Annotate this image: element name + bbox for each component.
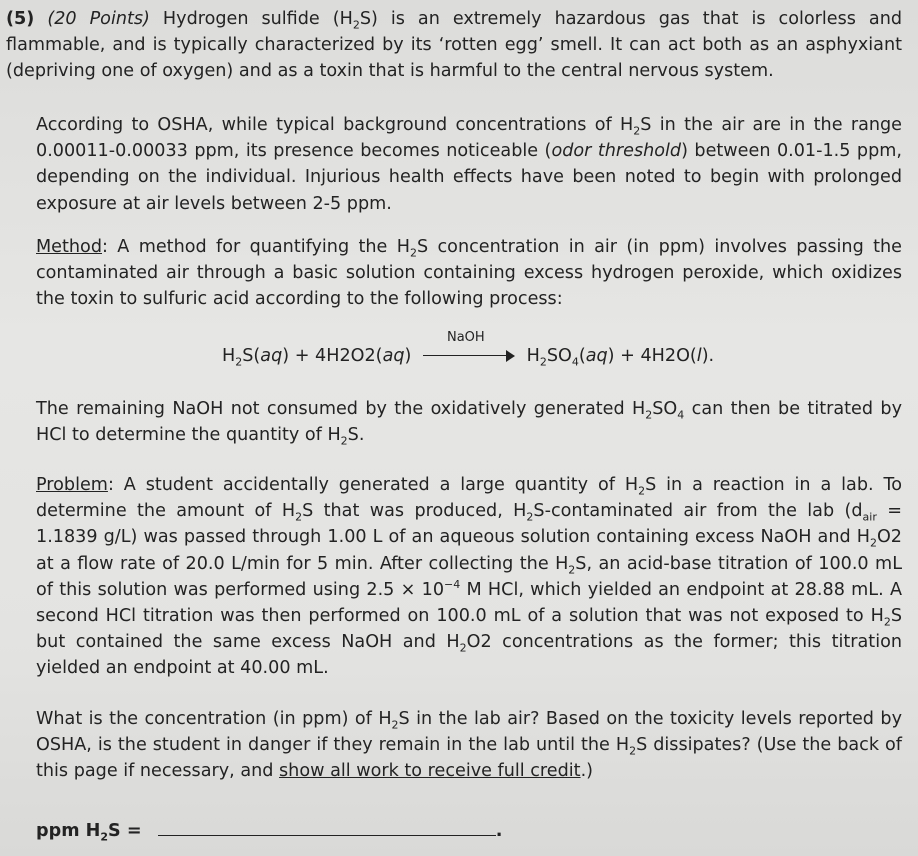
answer-blank[interactable] [158,817,496,836]
method-text: : A method for quantifying the $H_2S$ concentration in air (in ppm) involves passing the contaminated air through a basic solution containing excess hydrogen peroxide, which oxidizes the toxin to sulfuric acid according to the following process: [36,237,902,310]
equation-products: $H_2SO_4(aq) + 4H2O(l)$. [526,346,715,369]
osha-paragraph: According to OSHA, while typical background concentrations of $H_2S$ in the air are in the range 0.00011-0.00033 ppm, its presence becomes noticeable (odor threshold) between 0.01-1.5 ppm, depending on the individual. Injurious health effects have been noted to begin with prolonged exposure at air levels between 2-5 ppm. [36,115,902,214]
problem-text: : A student accidentally generated a large quantity of $H_2S$ in a reaction in a lab. To determine the amount of $H_2S$ that was produced, $H_2S$-contaminated air from the lab ($d_{air} = 1.1839$ g/L) was passed through 1.00 L of an aqueous solution containing excess NaOH and $H_2O2$ at a flow rate of 20.0 L/min for 5 min. After collecting the $H_2S$, an acid-base titration of 100.0 mL of this solution was performed using $2.5 \times 10^{-4}$ M HCl, which yielded an endpoint at 28.88 mL. A second HCl titration was then performed on 100.0 mL of a solution that was not exposed to $H_2S$ but contained the same excess NaOH and $H_2O2$ concentrations as the former; this titration yielded an endpoint at 40.00 mL. [36,475,903,679]
problem-paragraph [36,472,902,682]
question-intro [6,6,902,85]
answer-label: ppm $H_2S$ = [36,821,142,844]
answer-line [36,817,503,844]
question-number: (5) [6,9,35,29]
question-points: (20 Points) [47,9,150,29]
method-label: Method [36,237,102,257]
problem-label: Problem [36,475,108,495]
equation-reactants: $H_2S(aq) + 4H2O2(aq)$ [222,346,412,369]
intro-text: Hydrogen sulfide $(H_2S)$ is an extremely hazardous gas that is colorless and flammable, and is typically characterized by its ‘rotten egg’ smell. It can act both as an asphyxiant (depriving one of oxygen) and as a toxin that is harmful to the central nervous system. [6,9,903,82]
remaining-paragraph: The remaining NaOH not consumed by the oxidatively generated $H_2SO_4$ can then be titrated by HCl to determine the quantity of $H_2S$. [36,399,902,448]
answer-period: . [495,821,503,841]
method-paragraph [36,234,902,313]
final-question: What is the concentration (in ppm) of $H_2S$ in the lab air? Based on the toxicity levels reported by OSHA, is the student in danger if they remain in the lab until the $H_2S$ dissipates? (Use the back of this page if necessary, and show all work to receive full credit.) [36,709,902,782]
chemical-equation [222,330,715,369]
arrow-catalyst-label: NaOH [446,330,485,345]
reaction-arrow-icon [423,330,515,363]
